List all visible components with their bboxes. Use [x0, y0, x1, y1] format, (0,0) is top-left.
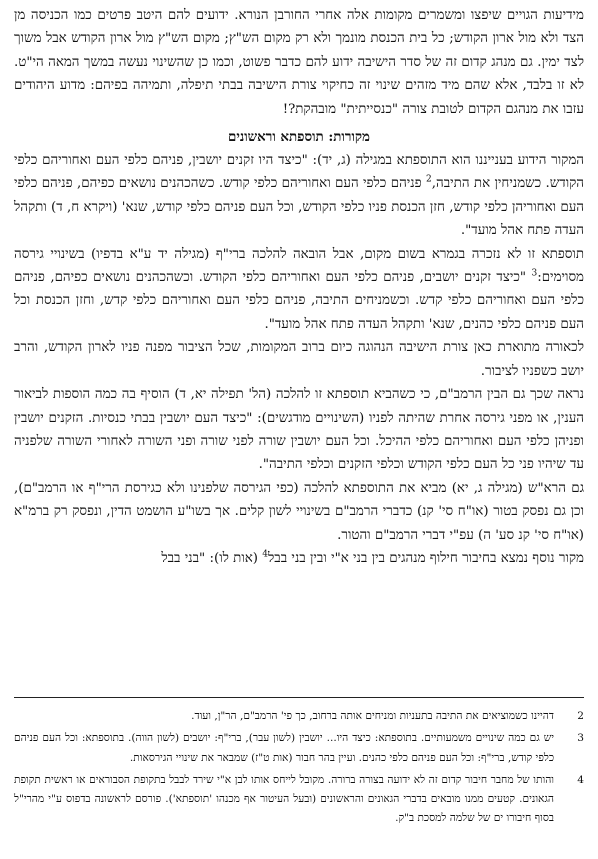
footnote-number: 3 — [577, 732, 584, 745]
footnote-text: והותו של מחבר חיבור קדום זה לא ידועה בצורה ברורה. מקובל לייחס אותו לבן א"י שירד לבבל בתקופת הסבוראים או ראשית תקופת הגאונים. קטעים ממנו מובאים בדברי הגאונים והראשונים (ובעל העיטור אף מכנהו 'תוספתא'). פורסם לראשונה בדפוס ע"י מהרי"ל בסוף חיבורו ים של שלמה למסכת ב"ק. — [14, 773, 554, 825]
footnote-text: דהיינו כשמוציאים את התיבה בתעניות ומניחים אותה ברחוב, כך פי' הרמב"ם, הר"ן, ועוד. — [191, 710, 554, 722]
footnote-text: יש גם כמה שינויים משמעותיים. בתוספתא: כיצד היו... יושבין (לשון עבר), ברי"ף: יושבים (לשון הווה). בתוספתא: וכל העם פניהם כלפי קודש, ברי"ף: וכל העם פניהם כלפי כהנים. ועיין בהר חבור (אות ט"ז) שמבאר את שינויי הגירסאות. — [14, 732, 554, 764]
footnote-divider — [14, 697, 584, 698]
paragraph-2-text: המקור הידוע בענייננו הוא התוספתא במגילה (ג, יד): "כיצד היו זקנים יושבין, פניהם כלפי העם ואחוריהם כלפי הקודש. כשמניחין את התיבה,$^2$ פניהם כלפי העם ואחוריהם כלפי קודש. כשהכהנים נושאים כפיהם, פניהם כלפי העם ואחוריהן כלפי קודש, חזן הכנסת פניו כלפי הקודש, וכל העם פניהם כלפי קודש, שנא' (ויקרא ח, ד) ותקהל העדה פתח אהל מועד". — [14, 153, 584, 239]
section-heading: מקורות: תוספתא וראשונים — [228, 129, 370, 146]
footnote — [14, 771, 584, 829]
footnote-number: 2 — [577, 710, 584, 722]
paragraph-7: מקור נוסף נמצא בחיבור חילוף מנהגים בין בני א"י ובין בני בבל$^4$ (אות לו): "בני בבל — [161, 549, 584, 566]
footnote-ref: 3 — [531, 268, 538, 279]
paragraph-2 — [14, 149, 584, 243]
footnote-ref: 2 — [426, 174, 432, 185]
body-text — [14, 4, 584, 570]
paragraph-6: גם הרא"ש (מגילה ג, יא) מביא את התוספתא להלכה (כפי הגירסה שלפנינו ולא כגירסת הרי"ף או הרמב"ם), וכן גם נפסק בטור (או"ח סי' קנ) כדברי הרמב"ם בשינויי לשון קלים. אך בשו"ע הושמט הדין, ונפסק רק ברמ"א (או"ח סי' קנ סע' ה) עפ"י דברי הרמב"ם והטור. — [14, 480, 584, 543]
paragraph-5: נראה שכך גם הבין הרמב"ם, כי כשהביא תוספתא זו להלכה (הל' תפילה יא, ד) הוסיף בה כמה הוספות לביאור הענין, או מפני גירסה אחרת שהיתה לפניו (השינויים מודגשים): "כיצד העם יושבין בבתי כנסיות. הזקנים יושבין ופניהן כלפי העם ואחוריהם כלפי ההיכל. וכל העם יושבין שורה לפני שורה ופני השורה לאחורי השורה שלפניה עד שיהיו פני כל העם כלפי הקודש וכלפי הזקנים וכלפי התיבה". — [14, 387, 584, 473]
footnote — [14, 707, 584, 726]
footnotes — [14, 707, 584, 832]
document-page — [14, 4, 584, 570]
paragraph-3 — [14, 243, 584, 337]
footnote-number: 4 — [577, 773, 584, 786]
paragraph-3-text: תוספתא זו לא נזכרה בגמרא בשום מקום, אבל הובאה להלכה ברי"ף (מגילה יד ע"א בדפיו) בשינויי גירסה מסוימים:$^3$ "כיצד זקנים יושבים, פניהם כלפי העם ואחוריהם כלפי הקודש. וכשהכהנים נושאים כפיהם, פניהם כלפי העם ואחוריהם כלפי קדש. וכשמניחים התיבה, פניהם כלפי העם ואחוריהם כלפי קדש, וחזן הכנסת וכל העם פניהם כלפי כהנים, שנא' ותקהל העדה פתח אהל מועד". — [14, 246, 584, 332]
paragraph-4: לכאורה מתוארת כאן צורת הישיבה הנהוגה כיום ברוב המקומות, שכל הציבור מפנה פניו לארון הקודש, והרב יושב כשפניו לציבור. — [14, 340, 584, 379]
footnote-ref: 4 — [262, 549, 268, 560]
footnote — [14, 729, 584, 768]
paragraph-1: מידיעות הגויים שיפצו ומשמרים מקומות אלה אחרי החורבן הנורא. ידועים להם היטב פרטים כמו הכניסה מן הצד ולא מול ארון הקודש; כל בית הכנסת מונמך ולא רק מקום הש"ץ; מקום הש"ץ מול ארון הקודש אבל משוך לצד ימין. גם מנהג קדום זה של סדר הישיבה ידוע להם כדבר פשוט, וכמו כן שהשינוי נעשה במשך המאה הי"ט. לא זו בלבד, אלא שהם מיד מזהים שינוי זה כחיקוי צורת הישיבה בבתי תיפלה, ותמיהה בפיהם: מדוע היהודים עזבו את מנהגם הקדום לטובת צורה "כנסייתית" מובהקת?! — [14, 8, 584, 117]
